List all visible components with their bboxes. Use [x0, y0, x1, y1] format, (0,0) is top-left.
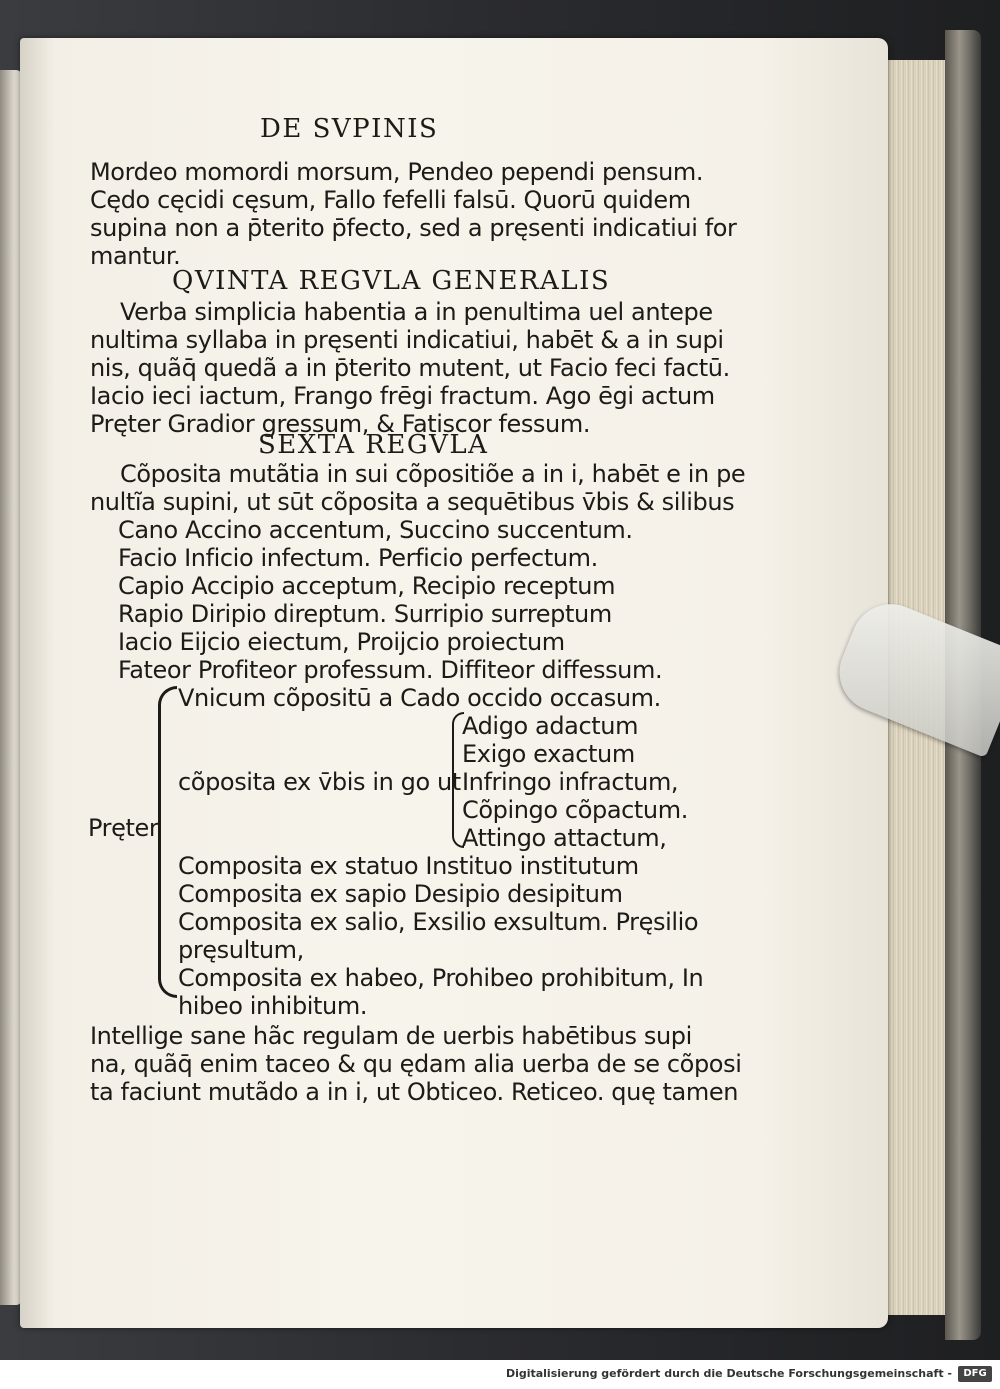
large-brace [158, 686, 177, 998]
text-line: nultĩa supini, ut sūt cõposita a sequētibus v̄bis & silibus [90, 488, 735, 516]
dfg-logo: DFG [958, 1366, 992, 1382]
text-line: Vnicum cõpositū a Cado occido occasum. [178, 684, 661, 712]
text-line: ta faciunt mutãdo a in i, ut Obticeo. Reticeo. quę tamen [90, 1078, 739, 1106]
text-line: na, quãq̄ enim taceo & qu ędam alia uerba de se cõposi [90, 1050, 742, 1078]
go-example: Attingo attactum, [462, 824, 667, 852]
go-example: Cõpingo cõpactum. [462, 796, 688, 824]
text-line: Cõposita mutãtia in sui cõpositiõe a in i, habēt e in pe [120, 460, 746, 488]
heading-quinta-regula: QVINTA REGVLA GENERALIS [172, 266, 611, 296]
text-line: Verba simplicia habentia a in penultima uel antepe [120, 298, 713, 326]
footer-bar [0, 1360, 1000, 1389]
text-line: Composita ex salio, Exsilio exsultum. Pręsilio [178, 908, 699, 936]
text-line: Cędo cęcidi cęsum, Fallo fefelli falsū. Quorū quidem [90, 186, 691, 214]
text-line: Iacio Eijcio eiectum, Proijcio proiectum [118, 628, 565, 656]
text-line: Iacio ieci iactum, Frango frēgi fractum. Ago ēgi actum [90, 382, 715, 410]
funding-credit: Digitalisierung gefördert durch die Deutsche Forschungsgemeinschaft - [505, 1367, 952, 1380]
text-line: hibeo inhibitum. [178, 992, 368, 1020]
preter-label: Pręter [88, 814, 159, 842]
text-line: Composita ex statuo Instituo institutum [178, 852, 639, 880]
text-line: Pręter Gradior gressum, & Fatiscor fessum. [90, 410, 591, 438]
text-line: Composita ex sapio Desipio desipitum [178, 880, 623, 908]
text-line: Capio Accipio acceptum, Recipio receptum [118, 572, 616, 600]
text-line: Cano Accino accentum, Succino succentum. [118, 516, 633, 544]
go-example: Infringo infractum, [462, 768, 679, 796]
text-line: nis, quãq̄ quedã a in p̄terito mutent, ut Facio feci factū. [90, 354, 730, 382]
go-example: Adigo adactum [462, 712, 639, 740]
go-example: Exigo exactum [462, 740, 635, 768]
text-line: nultima syllaba in pręsenti indicatiui, habēt & a in supi [90, 326, 724, 354]
book-page [20, 38, 888, 1328]
text-line: mantur. [90, 242, 181, 270]
text-line: supina non a p̄terito p̄fecto, sed a pręsenti indicatiui for [90, 214, 737, 242]
text-line: Mordeo momordi morsum, Pendeo pependi pensum. [90, 158, 704, 186]
text-line: Composita ex habeo, Prohibeo prohibitum, In [178, 964, 704, 992]
text-line: cõposita ex v̄bis in go ut [178, 768, 461, 796]
text-line: Facio Inficio infectum. Perficio perfectum. [118, 544, 598, 572]
heading-sexta-regula: SEXTA REGVLA [258, 430, 489, 460]
text-line: pręsultum, [178, 936, 304, 964]
text-line: Fateor Profiteor professum. Diffiteor diffessum. [118, 656, 663, 684]
text-line: Intellige sane hãc regulam de uerbis habētibus supi [90, 1022, 692, 1050]
text-line: Rapio Diripio direptum. Surripio surreptum [118, 600, 612, 628]
running-head: DE SVPINIS [260, 114, 439, 144]
left-page-edge [0, 70, 22, 1305]
